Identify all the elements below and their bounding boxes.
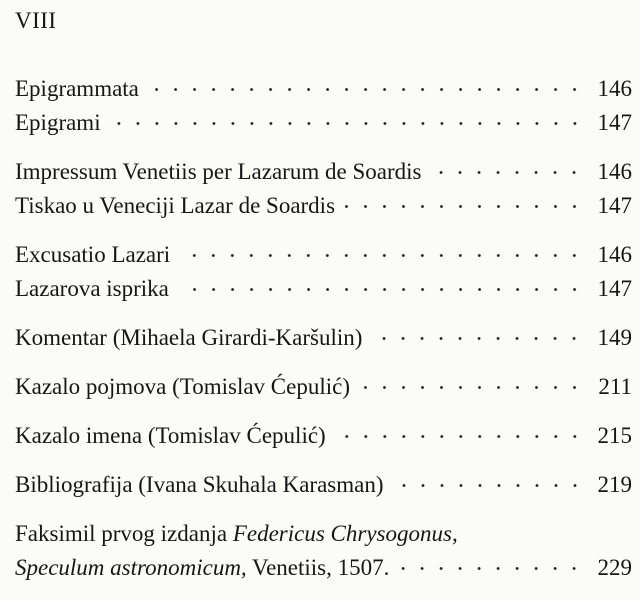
toc-page-number: 146 [597,76,632,101]
toc-title [15,517,458,551]
toc-title-italic: Speculum astronomicum, [15,555,247,580]
toc-entry-isprika [15,272,632,306]
toc-title-italic: Federicus Chrysogonus, [232,521,458,546]
toc-page-number: 147 [597,276,632,301]
dot-leader [370,337,584,340]
toc-page-number: 147 [597,110,632,135]
toc-page-number: 147 [597,193,632,218]
dot-leader [343,205,584,208]
toc-title: Epigrammata [15,76,139,101]
toc-title: Kazalo imena (Tomislav Ćepulić) [15,423,326,448]
toc-group-excusatio [15,238,632,306]
dot-leader [109,122,584,125]
toc-title-prefix: Faksimil prvog izdanja [15,521,233,546]
toc-group-kazalo-pojmova [15,370,632,404]
dot-leader [178,254,584,257]
toc-page-number: 229 [597,555,632,580]
toc-page-number: 211 [598,374,632,399]
toc-title: Lazarova isprika [15,276,169,301]
toc-entry-kazalo-imena [15,419,632,453]
toc-group-faksimil [15,517,632,585]
dot-leader [358,386,584,389]
dot-leader [177,288,584,291]
toc-entry-kazalo-pojmova [15,370,632,404]
toc-group-epigrams [15,72,632,140]
toc-entry-impressum-latin [15,155,632,189]
toc-title-suffix: Venetiis, 1507. [246,555,390,580]
toc-group-bibliografija [15,468,632,502]
table-of-contents [15,72,632,600]
toc-entry-epigrami [15,106,632,140]
toc-title: Bibliografija (Ivana Skuhala Karasman) [15,472,384,497]
toc-page-number: 219 [597,472,632,497]
toc-page-number: 146 [597,159,632,184]
toc-entry-epigrammata [15,72,632,106]
toc-page-number: 149 [597,325,632,350]
dot-leader [429,171,584,174]
toc-page-number: 146 [597,242,632,267]
toc-entry-excusatio [15,238,632,272]
toc-title: Komentar (Mihaela Girardi-Karšulin) [15,325,363,350]
toc-entry-faksimil-line2 [15,551,632,585]
toc-entry-faksimil-line1 [15,517,632,551]
toc-group-kazalo-imena [15,419,632,453]
toc-title: Epigrami [15,110,101,135]
toc-title: Kazalo pojmova (Tomislav Ćepulić) [15,374,350,399]
page-number: VIII [15,8,57,33]
toc-title: Excusatio Lazari [15,242,171,267]
dot-leader [147,88,584,91]
toc-entry-impressum-croatian [15,189,632,223]
toc-group-komentar [15,321,632,355]
dot-leader [392,484,584,487]
toc-title [15,551,389,585]
toc-title: Tiskao u Veneciji Lazar de Soardis [15,193,336,218]
dot-leader [334,435,584,438]
toc-title: Impressum Venetiis per Lazarum de Soardis [15,159,422,184]
toc-group-impressum [15,155,632,223]
toc-page-number: 215 [597,423,632,448]
toc-entry-bibliografija [15,468,632,502]
toc-entry-komentar [15,321,632,355]
